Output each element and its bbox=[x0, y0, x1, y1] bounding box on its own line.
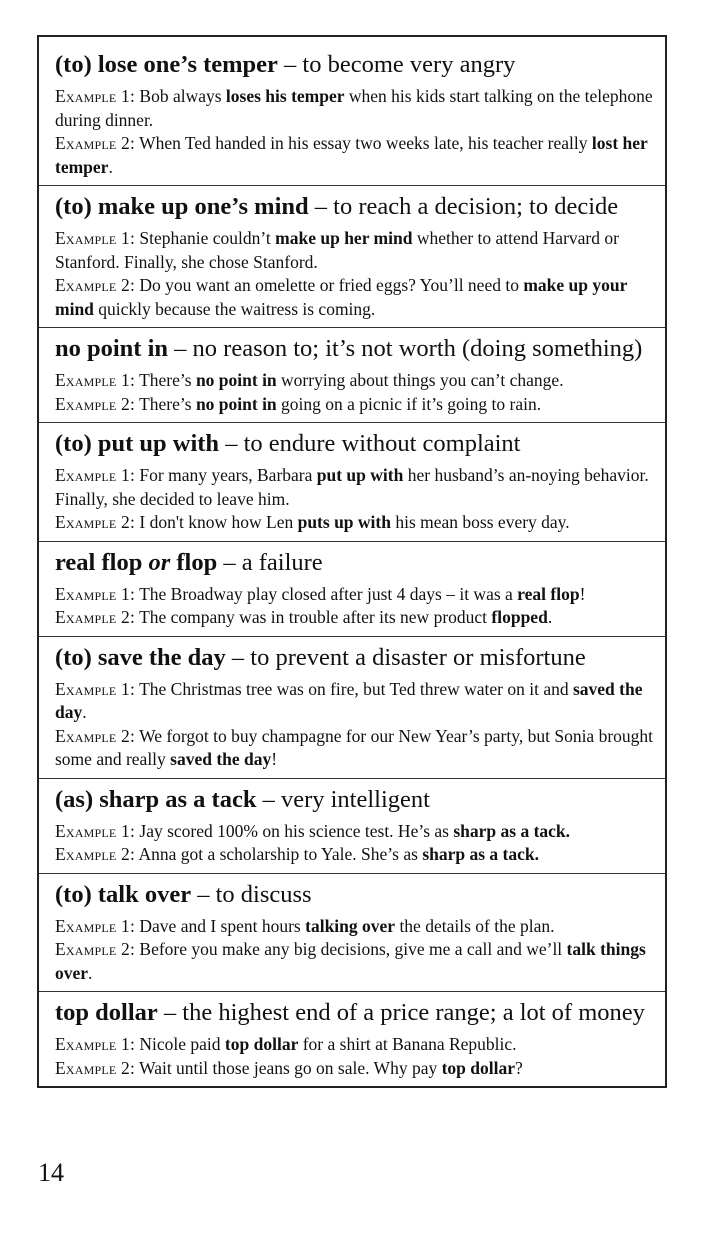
idiom-heading bbox=[55, 547, 665, 578]
example-label: Example 2: bbox=[55, 275, 136, 295]
example-sentence bbox=[55, 725, 665, 772]
idiom-highlight: saved the day bbox=[170, 749, 272, 769]
example-sentence bbox=[55, 606, 665, 630]
example-text: The Christmas tree was on fire, but Ted threw water on it and bbox=[139, 678, 573, 699]
idiom-heading bbox=[55, 784, 665, 815]
example-label: Example 2: bbox=[55, 844, 136, 864]
idiom-heading bbox=[55, 879, 665, 910]
idiom-entry bbox=[39, 37, 665, 185]
idiom-highlight: sharp as a tack. bbox=[422, 844, 539, 864]
example-text: The company was in trouble after its new product bbox=[139, 607, 492, 627]
example-text: Stephanie couldn’t bbox=[139, 228, 276, 248]
idiom-highlight: lost her temper bbox=[55, 133, 648, 177]
dash-separator: – bbox=[256, 785, 281, 813]
example-text: for a shirt at Banana Republic. bbox=[298, 1034, 517, 1054]
idiom-highlight: saved the day bbox=[55, 678, 643, 722]
idiom-definition: a failure bbox=[241, 548, 323, 576]
idiom-entry bbox=[39, 991, 665, 1086]
example-label: Example 2: bbox=[55, 1057, 136, 1078]
example-text: ! bbox=[579, 583, 586, 604]
example-text: his mean boss every day. bbox=[390, 512, 570, 532]
example-text: worrying about things you can’t change. bbox=[276, 370, 564, 390]
example-text: There’s bbox=[139, 370, 196, 390]
example-sentence bbox=[55, 132, 665, 179]
example-text: Dave and I spent hours bbox=[139, 915, 306, 936]
example-text: . bbox=[108, 156, 113, 177]
idiom-term: (as) sharp as a tack bbox=[55, 785, 257, 813]
example-text: . bbox=[547, 607, 553, 627]
example-label: Example 1: bbox=[55, 465, 136, 485]
dash-separator: – bbox=[191, 880, 216, 908]
example-label: Example 2: bbox=[55, 393, 136, 414]
idiom-term-alt: flop bbox=[176, 548, 218, 576]
idiom-heading bbox=[55, 333, 665, 364]
example-sentence bbox=[55, 85, 665, 132]
example-label: Example 1: bbox=[55, 678, 136, 699]
example-sentence bbox=[55, 369, 665, 393]
example-sentence bbox=[55, 1033, 665, 1057]
example-text: ? bbox=[515, 1057, 523, 1078]
idiom-definition: to prevent a disaster or misfortune bbox=[250, 643, 586, 671]
idiom-highlight: make up your mind bbox=[55, 275, 628, 319]
example-sentence bbox=[55, 227, 665, 274]
idiom-term: (to) save the day bbox=[55, 643, 226, 671]
idiom-definition: to endure without complaint bbox=[243, 430, 521, 457]
idiom-heading bbox=[55, 191, 665, 222]
example-text: There’s bbox=[139, 393, 196, 414]
example-sentence bbox=[55, 938, 665, 985]
example-text: Do you want an omelette or fried eggs? You’ll need to bbox=[139, 275, 524, 295]
idiom-entry bbox=[39, 636, 665, 778]
example-text: Bob always bbox=[139, 86, 226, 106]
idiom-highlight: talk things over bbox=[55, 939, 646, 983]
example-text: Wait until those jeans go on sale. Why pay bbox=[139, 1057, 442, 1078]
idiom-term: (to) put up with bbox=[55, 430, 220, 457]
example-sentence bbox=[55, 583, 665, 607]
example-label: Example 2: bbox=[55, 607, 136, 627]
example-text: going on a picnic if it’s going to rain. bbox=[276, 393, 542, 414]
example-text: Jay scored 100% on his science test. He’s as bbox=[139, 820, 454, 841]
idiom-entry bbox=[39, 327, 665, 422]
example-text: when his kids start talking on the telephone during dinner. bbox=[55, 86, 653, 130]
example-sentence bbox=[55, 915, 665, 939]
example-label: Example 2: bbox=[55, 512, 136, 532]
idiom-highlight: real flop bbox=[517, 583, 580, 604]
idiom-heading bbox=[55, 49, 665, 80]
idiom-definition: to become very angry bbox=[302, 51, 516, 78]
example-label: Example 1: bbox=[55, 86, 136, 106]
example-sentence bbox=[55, 678, 665, 725]
idiom-heading bbox=[55, 428, 665, 459]
idiom-definition: the highest end of a price range; a lot of money bbox=[182, 999, 645, 1026]
example-sentence bbox=[55, 464, 665, 511]
idiom-entry bbox=[39, 422, 665, 541]
idiom-highlight: no point in bbox=[195, 393, 277, 414]
idiom-highlight: top dollar bbox=[441, 1057, 516, 1078]
example-text: . bbox=[82, 702, 87, 722]
example-sentence bbox=[55, 1057, 665, 1081]
idiom-definition: to discuss bbox=[215, 880, 312, 908]
example-label: Example 1: bbox=[55, 370, 136, 390]
example-label: Example 1: bbox=[55, 820, 136, 841]
example-label: Example 1: bbox=[55, 583, 136, 604]
idiom-highlight: sharp as a tack. bbox=[453, 820, 571, 841]
dash-separator: – bbox=[225, 643, 251, 671]
idiom-highlight: puts up with bbox=[297, 512, 391, 532]
example-text: For many years, Barbara bbox=[139, 465, 317, 485]
dash-separator: – bbox=[308, 193, 334, 220]
idiom-list bbox=[37, 35, 667, 1088]
idiom-term: (to) lose one’s temper bbox=[55, 51, 278, 78]
example-label: Example 1: bbox=[55, 915, 136, 936]
idiom-definition: to reach a decision; to decide bbox=[333, 193, 619, 220]
example-text: The Broadway play closed after just 4 days – it was a bbox=[139, 583, 518, 604]
example-sentence bbox=[55, 843, 665, 867]
dash-separator: – bbox=[217, 548, 242, 576]
idiom-definition: very intelligent bbox=[280, 785, 430, 813]
example-text: Nicole paid bbox=[139, 1034, 225, 1054]
example-text: Before you make any big decisions, give me a call and we’ll bbox=[139, 939, 567, 959]
idiom-highlight: make up her mind bbox=[275, 228, 413, 248]
example-sentence bbox=[55, 274, 665, 321]
dash-separator: – bbox=[277, 51, 303, 78]
idiom-term-connector: or bbox=[148, 548, 171, 576]
example-text: Anna got a scholarship to Yale. She’s as bbox=[138, 844, 423, 864]
idiom-entry bbox=[39, 541, 665, 636]
example-text: whether to attend Harvard or Stanford. Finally, she chose Stanford. bbox=[55, 228, 619, 272]
idiom-highlight: no point in bbox=[195, 370, 277, 390]
idiom-definition: no reason to; it’s not worth (doing something) bbox=[192, 335, 643, 362]
idiom-highlight: top dollar bbox=[224, 1034, 299, 1054]
idiom-entry bbox=[39, 185, 665, 327]
idiom-highlight: loses his temper bbox=[225, 86, 345, 106]
example-label: Example 2: bbox=[55, 133, 136, 153]
example-sentence bbox=[55, 511, 665, 535]
example-text: the details of the plan. bbox=[395, 915, 555, 936]
idiom-highlight: put up with bbox=[316, 465, 404, 485]
idiom-highlight: talking over bbox=[305, 915, 396, 936]
idiom-term: no point in bbox=[55, 335, 169, 362]
idiom-entry bbox=[39, 778, 665, 873]
dash-separator: – bbox=[157, 999, 183, 1026]
example-sentence bbox=[55, 393, 665, 417]
dash-separator: – bbox=[168, 335, 193, 362]
example-text: her husband’s an-noying behavior. Finally, she decided to leave him. bbox=[55, 465, 649, 509]
idiom-term: top dollar bbox=[55, 999, 158, 1026]
example-label: Example 2: bbox=[55, 939, 136, 959]
example-text: When Ted handed in his essay two weeks late, his teacher really bbox=[139, 133, 592, 153]
idiom-heading bbox=[55, 642, 665, 673]
idiom-highlight: flopped bbox=[491, 607, 548, 627]
example-sentence bbox=[55, 820, 665, 844]
example-label: Example 2: bbox=[55, 725, 136, 746]
example-text: We forgot to buy champagne for our New Year’s party, but Sonia brought some and really bbox=[55, 725, 654, 769]
dash-separator: – bbox=[219, 430, 244, 457]
example-label: Example 1: bbox=[55, 1034, 136, 1054]
page-number: 14 bbox=[38, 1158, 64, 1187]
idiom-entry bbox=[39, 873, 665, 992]
idiom-term: real flop bbox=[55, 548, 143, 576]
example-text: I don't know how Len bbox=[139, 512, 298, 532]
example-text: quickly because the waitress is coming. bbox=[93, 298, 376, 319]
example-label: Example 1: bbox=[55, 228, 136, 248]
idiom-term: (to) talk over bbox=[55, 880, 192, 908]
idiom-term: (to) make up one’s mind bbox=[55, 193, 309, 220]
example-text: . bbox=[88, 962, 93, 983]
idiom-heading bbox=[55, 997, 665, 1028]
example-text: ! bbox=[271, 749, 278, 769]
